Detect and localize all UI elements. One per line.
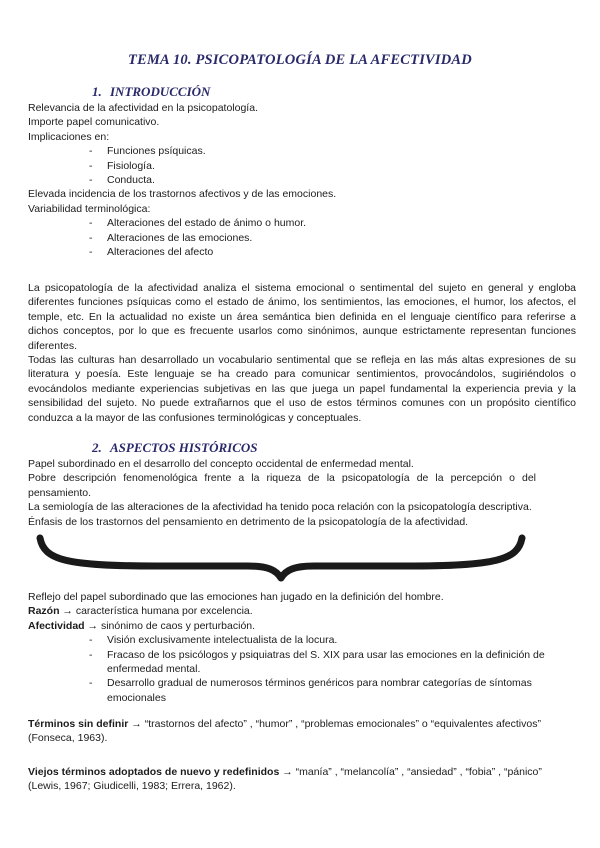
section-2-title: ASPECTOS HISTÓRICOS (110, 440, 258, 455)
terminos-label: Términos sin definir (28, 718, 129, 730)
arrow-icon: → (282, 766, 293, 778)
section-1-paragraph-1: La psicopatología de la afectividad analiza el sistema emocional o sentimental del sujeto en general y engloba diferentes funciones psíquicas como el estado de ánimo, los sentimientos, las emociones, el humor, los afectos, el temple, etc. En la actualidad no existe un área semántica bien definida en el lenguaje científico para referirse a dichos conceptos, por lo que es frecuente usarlos como sinónimos, aunque estrictamente representan funciones diferentes. (28, 282, 576, 352)
razon-line (28, 604, 576, 618)
list-item (28, 633, 576, 647)
list-item-text: Alteraciones del afecto (107, 246, 214, 259)
list-item-text: Visión exclusivamente intelectualista de la locura. (107, 634, 338, 647)
list-item (28, 173, 576, 187)
section-2-intro (28, 457, 576, 529)
section-2-heading (92, 440, 258, 456)
list-item (28, 648, 576, 677)
list-item-text: Fracaso de los psicólogos y psiquiatras del S. XIX para usar las emociones en la definición de enfermedad mental. (107, 648, 545, 676)
terminos-text: “trastornos del afecto” , “humor” , “problemas emocionales” o “equivalentes afectivos” (Fonseca, 1963). (28, 718, 541, 745)
list-item-text: Conducta. (107, 174, 155, 187)
text-line: Importe papel comunicativo. (28, 116, 160, 129)
bullet-dash: - (89, 145, 93, 158)
curly-brace-icon (36, 534, 526, 582)
arrow-icon: → (87, 619, 99, 632)
bullet-dash: - (89, 159, 93, 172)
afectividad-label: Afectividad (28, 619, 85, 632)
bullet-dash: - (89, 217, 93, 230)
section-1-paragraph-2: Todas las culturas han desarrollado un vocabulario sentimental que se refleja en las más altas expresiones de su literatura y poesía. Este lenguaje se ha creado para comunicar sentimientos, provocándolos, sugiriéndolos o evocándolos mediante experiencias subjetivas en las que juega un papel fundamental la experiencia previa y la sensibilidad del sujeto. No puede extrañarnos que el uso de estos términos comunes con un propósito científico conduzca a la mayor de las confusiones terminológicas y conceptuales. (28, 354, 576, 424)
text-line: Implicaciones en: (28, 130, 110, 143)
section-1-heading (92, 84, 210, 100)
list-item-text: Alteraciones del estado de ánimo o humor. (107, 217, 307, 230)
razon-label: Razón (28, 605, 60, 618)
text-line: La semiología de las alteraciones de la afectividad ha tenido poca relación con la psicopatología descriptiva. (28, 501, 532, 514)
arrow-icon: → (131, 718, 142, 730)
section-1-number: 1. (92, 84, 102, 99)
bullet-dash: - (89, 648, 93, 661)
list-item-text: Funciones psíquicas. (107, 145, 206, 158)
terminos-sin-definir (28, 717, 576, 746)
bullet-dash: - (89, 246, 93, 259)
viejos-label: Viejos términos adoptados de nuevo y redefinidos (28, 766, 280, 778)
arrow-icon: → (62, 605, 73, 618)
section-2-details (28, 590, 576, 705)
bullet-dash: - (89, 634, 93, 647)
list-item (28, 216, 576, 230)
text-line: Pobre descripción fenomenológica frente a la riqueza de la psicopatología de la percepción o del pensamiento. (28, 472, 536, 499)
section-1-title: INTRODUCCIÓN (110, 84, 211, 99)
bullet-dash: - (89, 231, 93, 244)
list-item (28, 245, 576, 259)
afectividad-text: sinónimo de caos y perturbación. (100, 619, 256, 632)
viejos-text: “manía” , “melancolía” , “ansiedad” , “fobia” , “pánico” (Lewis, 1967; Giudicelli, 1983; Errera, 1962). (28, 766, 542, 793)
text-line: Relevancia de la afectividad en la psicopatología. (28, 102, 258, 114)
text-line: Papel subordinado en el desarrollo del concepto occidental de enfermedad mental. (28, 458, 414, 470)
document-title: TEMA 10. PSICOPATOLOGÍA DE LA AFECTIVIDAD (128, 52, 472, 68)
section-1-intro (28, 101, 576, 259)
list-item-text: Desarrollo gradual de numerosos términos genéricos para nombrar categorías de síntomas emocionales (107, 677, 532, 704)
razon-text: característica humana por excelencia. (75, 605, 253, 618)
list-item (28, 159, 576, 173)
list-item-text: Fisiología. (107, 159, 155, 172)
list-item (28, 676, 576, 705)
bullet-dash: - (89, 677, 93, 690)
text-line: Elevada incidencia de los trastornos afectivos y de las emociones. (28, 188, 337, 201)
text-line: Reflejo del papel subordinado que las emociones han jugado en la definición del hombre. (28, 591, 444, 603)
section-2-number: 2. (92, 440, 102, 455)
afectividad-line (28, 619, 576, 633)
list-item (28, 144, 576, 158)
list-item (28, 231, 576, 245)
list-item-text: Alteraciones de las emociones. (107, 231, 253, 244)
bullet-dash: - (89, 174, 93, 187)
text-line: Énfasis de los trastornos del pensamiento en detrimento de la psicopatología de la afectividad. (28, 515, 469, 528)
viejos-terminos (28, 765, 576, 794)
text-line: Variabilidad terminológica: (28, 202, 151, 215)
